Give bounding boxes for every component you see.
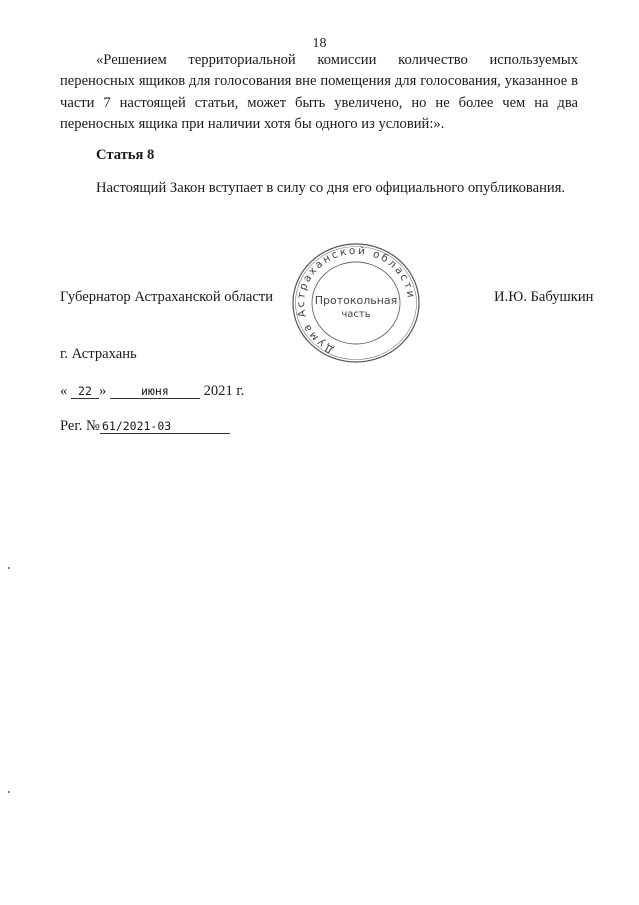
scan-speck — [8, 791, 10, 793]
governor-name: И.Ю. Бабушкин — [494, 289, 594, 305]
stamp-center-line1: Протокольная — [314, 294, 398, 307]
governor-title: Губернатор Астраханской области — [60, 289, 274, 305]
duma-stamp — [290, 240, 422, 364]
date-open-quote: « — [60, 383, 68, 399]
date-close-quote: » — [98, 383, 107, 399]
date-year: 2021 г. — [203, 383, 245, 399]
scan-speck — [8, 567, 10, 569]
registration-line — [60, 418, 230, 435]
registration-number-field: 61/2021-03 — [100, 419, 230, 434]
page-number: 18 — [312, 36, 327, 51]
date-month-field: июня — [110, 384, 200, 399]
registration-label: Рег. № — [60, 418, 100, 434]
article-heading: Статья 8 — [96, 147, 155, 163]
stamp-graphic — [290, 240, 422, 364]
amendment-paragraph: «Решением территориальной комиссии количество используемых переносных ящиков для голосования вне помещения для голосования, указанное в части 7 настоящей статьи, может быть увеличено, но не более чем на два переносных ящика при наличии хотя бы одного из условий:». — [60, 52, 578, 132]
city-line: г. Астрахань — [60, 346, 137, 362]
stamp-ring-text: Дума Астраханской области — [295, 244, 418, 356]
article-text: Настоящий Закон вступает в силу со дня его официального опубликования. — [96, 180, 566, 196]
stamp-center-line2: часть — [341, 309, 371, 320]
date-day-field: 22 — [71, 384, 99, 399]
date-line — [60, 383, 244, 400]
